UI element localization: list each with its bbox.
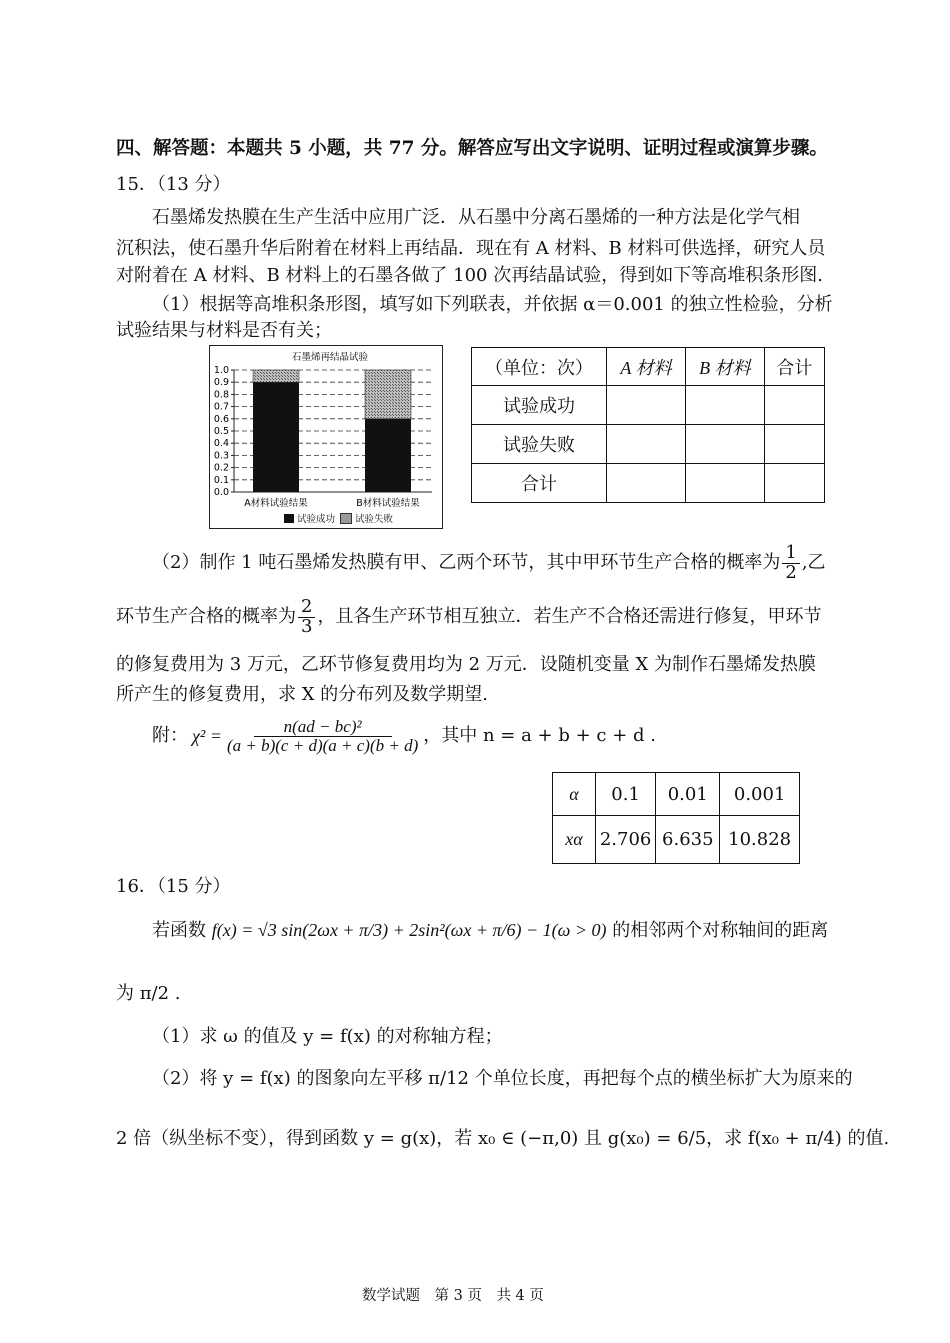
q15-part2-line3: 的修复费用为 3 万元，乙环节修复费用均为 2 万元．设随机变量 X 为制作石墨烯发热膜 bbox=[116, 654, 817, 675]
q15-part1-line1: （1）根据等高堆积条形图，填写如下列联表，并依据 α＝0.001 的独立性检验，分析 bbox=[152, 294, 833, 315]
legend-label-failure: 试验失败 bbox=[355, 514, 394, 525]
frac-den: 2 bbox=[785, 561, 797, 583]
frac-num: 1 bbox=[782, 544, 799, 564]
frac-num: 2 bbox=[298, 598, 315, 618]
q15-part2-line2-end: ，且各生产环节相互独立．若生产不合格还需进行修复，甲环节 bbox=[317, 606, 822, 628]
ct-header-total: 合计 bbox=[764, 348, 824, 386]
ct-cell[interactable] bbox=[685, 425, 764, 464]
q15-part2-line1-end: ,乙 bbox=[801, 552, 826, 574]
frac-den: 3 bbox=[301, 615, 313, 637]
y-tick-label: 0.7 bbox=[213, 401, 229, 413]
q16-function-expr: f(x) = √3 sin(2ωx + π/3) + 2sin²(ωx + π/6) − 1(ω > 0) bbox=[211, 920, 607, 940]
cv-x-label: xα bbox=[553, 816, 596, 864]
q15-para1-line1: 石墨烯发热膜在生产生活中应用广泛．从石墨中分离石墨烯的一种方法是化学气相 bbox=[152, 207, 800, 228]
legend-swatch-failure bbox=[340, 513, 352, 524]
q16-part2-line2: 2 倍（纵坐标不变），得到函数 y = g(x)，若 x₀ ∈ (−π,0) 且 g(x₀) = 6/5，求 f(x₀ + π/4) 的值. bbox=[116, 1128, 890, 1149]
chart-title: 石墨烯再结晶试验 bbox=[291, 352, 369, 363]
stacked-bar-chart bbox=[209, 345, 443, 529]
ct-row-total: 合计 bbox=[472, 464, 607, 503]
bar-success bbox=[365, 419, 411, 492]
q15-part2-line1 bbox=[152, 544, 826, 583]
cv-cell: 2.706 bbox=[595, 816, 655, 864]
y-tick-label: 0.8 bbox=[213, 389, 229, 401]
ct-row-success: 试验成功 bbox=[472, 386, 607, 425]
q16-part2-line1: （2）将 y = f(x) 的图象向左平移 π/12 个单位长度，再把每个点的横坐标扩大为原来的 bbox=[152, 1068, 853, 1089]
y-tick-label: 0.1 bbox=[213, 474, 229, 486]
q16-part1: （1）求 ω 的值及 y = f(x) 的对称轴方程； bbox=[152, 1026, 503, 1047]
q16-line1-start: 若函数 bbox=[152, 920, 206, 941]
formula-tail: ，其中 n = a + b + c + d . bbox=[423, 725, 656, 747]
ct-cell[interactable] bbox=[764, 425, 824, 464]
cv-cell: 0.001 bbox=[720, 773, 800, 816]
ct-cell[interactable] bbox=[607, 386, 686, 425]
ct-header-b: B 材料 bbox=[685, 348, 764, 386]
ct-cell[interactable] bbox=[764, 386, 824, 425]
critical-value-table bbox=[552, 772, 800, 864]
q15-part2-line2-start: 环节生产合格的概率为 bbox=[116, 606, 296, 628]
ct-cell[interactable] bbox=[764, 464, 824, 503]
q16-line2: 为 π/2 . bbox=[116, 983, 181, 1004]
y-tick-label: 0.6 bbox=[213, 413, 229, 425]
fraction-one-half bbox=[782, 544, 799, 583]
cv-cell: 0.1 bbox=[595, 773, 655, 816]
y-tick-label: 0.5 bbox=[213, 426, 229, 437]
ct-row-failure: 试验失败 bbox=[472, 425, 607, 464]
y-tick-label: 0.2 bbox=[213, 462, 229, 474]
appendix-label: 附： bbox=[152, 725, 188, 747]
q16-line1-end: 的相邻两个对称轴间的距离 bbox=[612, 920, 829, 941]
chart-legend bbox=[284, 511, 393, 525]
x-category-label: B材料试验结果 bbox=[356, 498, 420, 509]
fraction-two-thirds bbox=[298, 598, 315, 637]
y-tick-label: 0.0 bbox=[213, 487, 229, 498]
cv-cell: 10.828 bbox=[720, 816, 800, 864]
bar-failure bbox=[253, 370, 299, 382]
cv-cell: 0.01 bbox=[656, 773, 720, 816]
formula-lhs: χ² = bbox=[192, 726, 222, 747]
cv-cell: 6.635 bbox=[656, 816, 720, 864]
page-footer: 数学试题 第 3 页 共 4 页 bbox=[362, 1288, 544, 1304]
contingency-table bbox=[471, 347, 825, 503]
appendix-formula bbox=[152, 718, 656, 755]
q15-part2-line2 bbox=[116, 598, 821, 637]
bar-success bbox=[253, 382, 299, 492]
q16-number: 16．（15 分） bbox=[116, 876, 231, 897]
formula-denominator: (a + b)(c + d)(a + c)(b + d) bbox=[226, 735, 419, 755]
ct-cell[interactable] bbox=[685, 386, 764, 425]
ct-cell[interactable] bbox=[685, 464, 764, 503]
ct-cell[interactable] bbox=[607, 425, 686, 464]
ct-cell[interactable] bbox=[607, 464, 686, 503]
legend-label-success: 试验成功 bbox=[297, 514, 336, 525]
q15-part2-line4: 所产生的修复费用，求 X 的分布列及数学期望. bbox=[116, 684, 488, 705]
section-heading: 四、解答题：本题共 5 小题，共 77 分。解答应写出文字说明、证明过程或演算步骤。 bbox=[116, 138, 828, 159]
bar-failure bbox=[365, 370, 411, 419]
q15-para1-line2: 沉积法，使石墨升华后附着在材料上再结晶．现在有 A 材料、B 材料可供选择，研究人员 bbox=[116, 238, 826, 259]
formula-numerator: n(ad − bc)² bbox=[254, 718, 392, 737]
legend-swatch-success bbox=[284, 514, 294, 523]
y-tick-label: 0.4 bbox=[213, 438, 229, 450]
chi-square-fraction bbox=[224, 718, 421, 755]
q15-number: 15．（13 分） bbox=[116, 174, 231, 195]
q16-line1 bbox=[152, 921, 828, 940]
y-tick-label: 1.0 bbox=[213, 365, 229, 376]
chart-svg bbox=[210, 346, 442, 528]
q15-part2-line1-text: （2）制作 1 吨石墨烯发热膜有甲、乙两个环节，其中甲环节生产合格的概率为 bbox=[152, 552, 781, 574]
ct-header-unit: （单位：次） bbox=[472, 348, 607, 386]
ct-header-a: A 材料 bbox=[607, 348, 686, 386]
q15-para1-line3: 对附着在 A 材料、B 材料上的石墨各做了 100 次再结晶试验，得到如下等高堆积条形图. bbox=[116, 265, 823, 286]
y-tick-label: 0.3 bbox=[213, 450, 229, 462]
x-category-label: A材料试验结果 bbox=[244, 498, 308, 509]
cv-alpha-label: α bbox=[553, 773, 596, 816]
y-tick-label: 0.9 bbox=[213, 377, 229, 389]
q15-part1-line2: 试验结果与材料是否有关； bbox=[116, 320, 332, 341]
